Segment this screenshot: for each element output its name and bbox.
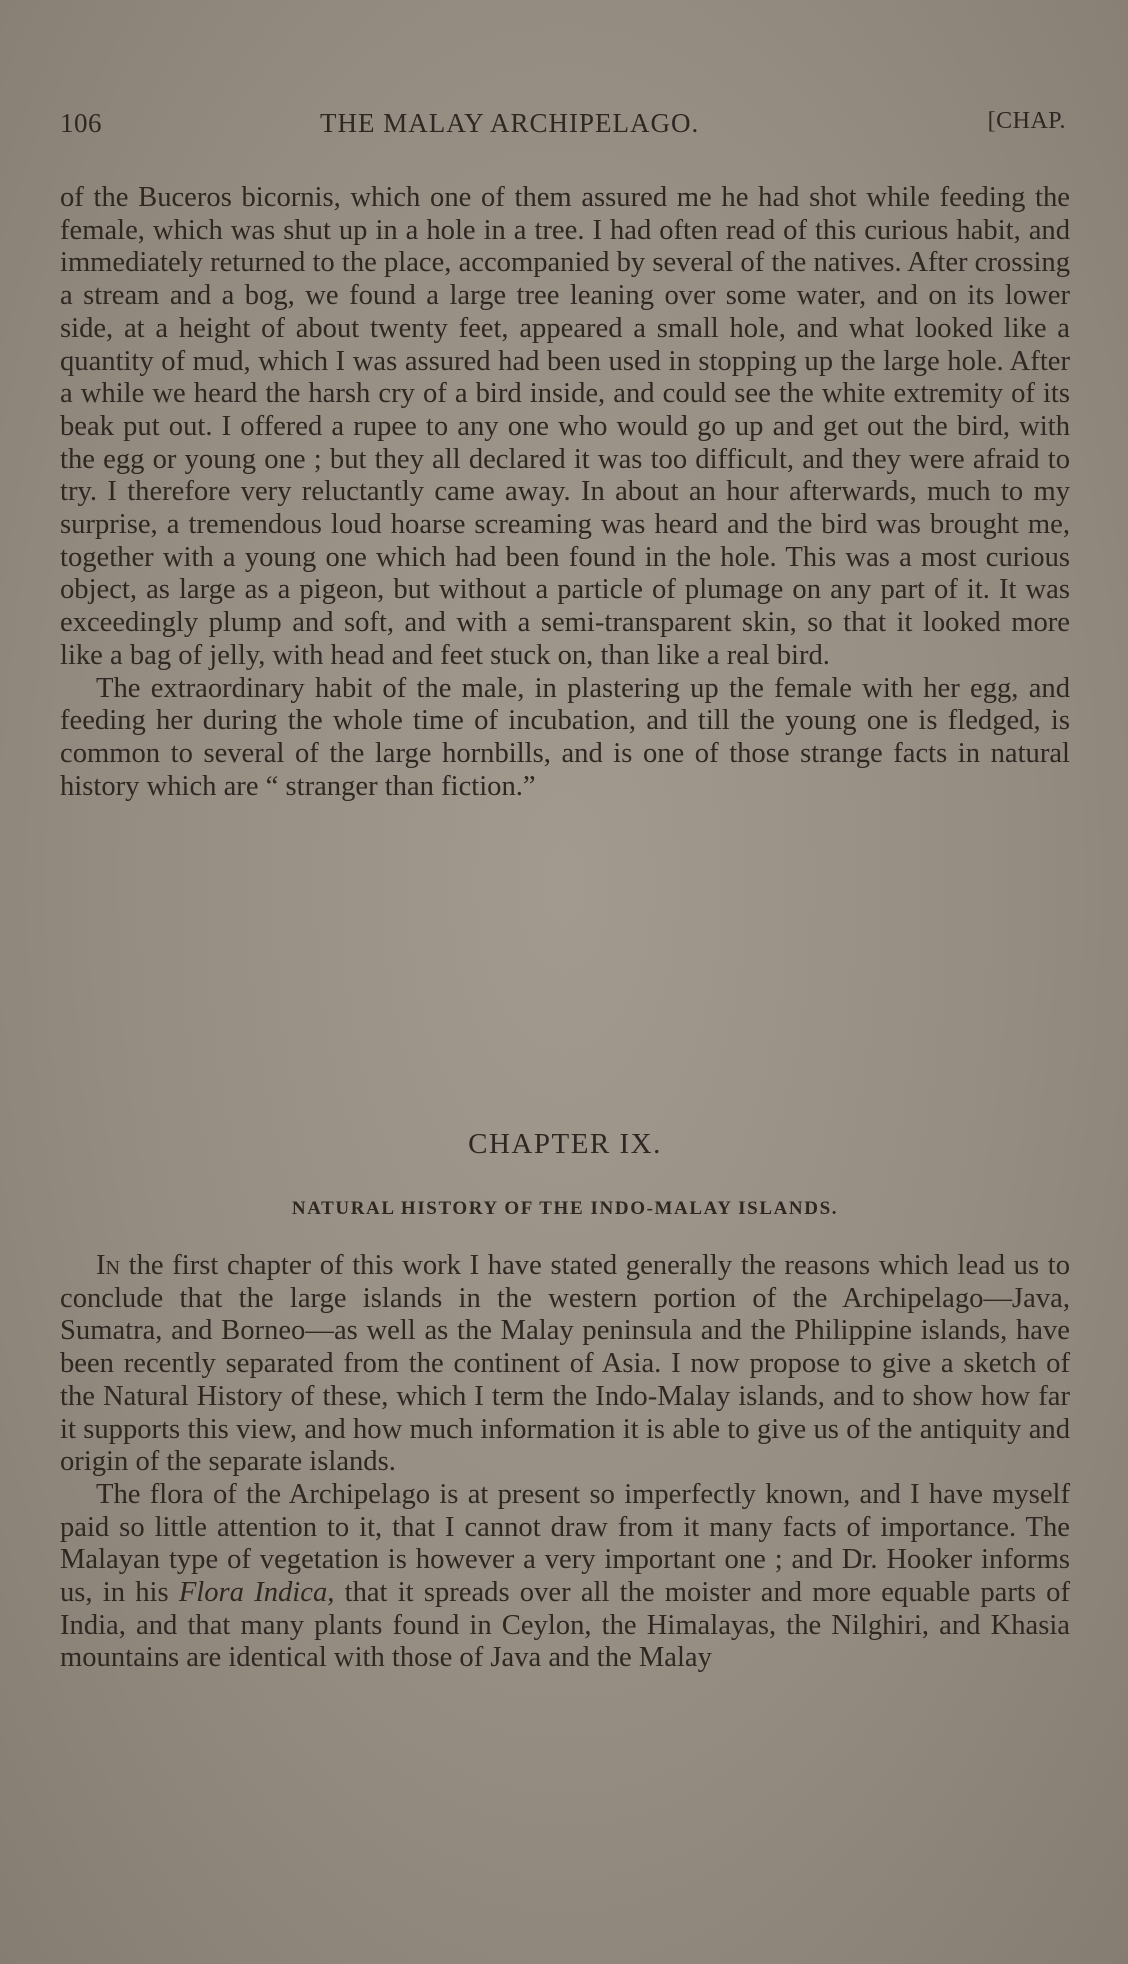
chapter-subtitle: NATURAL HISTORY OF THE INDO-MALAY ISLANDS. [291, 1198, 839, 1219]
running-title: THE MALAY ARCHIPELAGO. [320, 108, 700, 138]
paragraph-text: that it spreads over all the moister and more equable parts of India, and that many plants found in Ceylon, the Himalayas, the Nilghiri, and Khasia mountains are identical with those of Java and the Malay [60, 1577, 1070, 1674]
text-block-top [60, 182, 1070, 803]
paragraph-text: The flora of the Archipelago is at present so imperfectly known, and I have myself paid so little attention to it, that I cannot draw from it many facts of importance. The Malayan type of vegetation is however a very important one ; and Dr. Hooker informs us, in his [60, 1478, 1070, 1609]
paragraph-text: the first chapter of this work I have stated generally the reasons which lead us to conclude that the large islands in the western portion of the Archipelago—Java, Sumatra, and Borneo—as well as the Malay peninsula and the Philippine islands, have been recently separated from the continent of Asia. I now propose to give a sketch of the Natural History of these, which I term the Indo-Malay islands, and to show how far it supports this view, and how much information it is able to give us of the antiquity and origin of the separate islands. [60, 1250, 1070, 1478]
paragraph [60, 1479, 1070, 1675]
page-header [60, 108, 1066, 148]
paragraph: The extraordinary habit of the male, in plastering up the female with her egg, and feeding her during the whole time of incubation, and till the young one is fledged, is common to several of the large hornbills, and is one of those strange facts in natural history which are “ stranger than fiction.” [60, 672, 1070, 802]
paragraph: of the Buceros bicornis, which one of them assured me he had shot while feeding the female, which was shut up in a hole in a tree. I had often read of this curious habit, and immediately returned to the place, accompanied by several of the natives. After crossing a stream and a bog, we found a large tree leaning over some water, and on its lower side, at a height of about twenty feet, appeared a small hole, and what looked like a quantity of mud, which I was assured had been used in stopping up the large hole. After a while we heard the harsh cry of a bird inside, and could see the white extremity of its beak put out. I offered a rupee to any one who would go up and get out the bird, with the egg or young one ; but they all declared it was too difficult, and they were afraid to try. I therefore very reluctantly came away. In about an hour afterwards, much to my surprise, a tremendous loud hoarse screaming was heard and the bird was brought me, together with a young one which had been found in the hole. This was a most curious object, as large as a pigeon, but without a particle of plumage on any part of it. It was exceedingly plump and soft, and with a semi-transparent skin, so that it looked more like a bag of jelly, with head and feet stuck on, than like a real bird. [60, 182, 1070, 671]
lead-word: In [96, 1250, 120, 1281]
chapter-tag: [CHAP. [987, 108, 1066, 134]
text-block-bottom [60, 1250, 1070, 1675]
page-number: 106 [60, 108, 102, 138]
paragraph [60, 1250, 1070, 1479]
book-title: Flora Indica, [178, 1577, 335, 1609]
chapter-heading: CHAPTER IX. [468, 1128, 662, 1160]
